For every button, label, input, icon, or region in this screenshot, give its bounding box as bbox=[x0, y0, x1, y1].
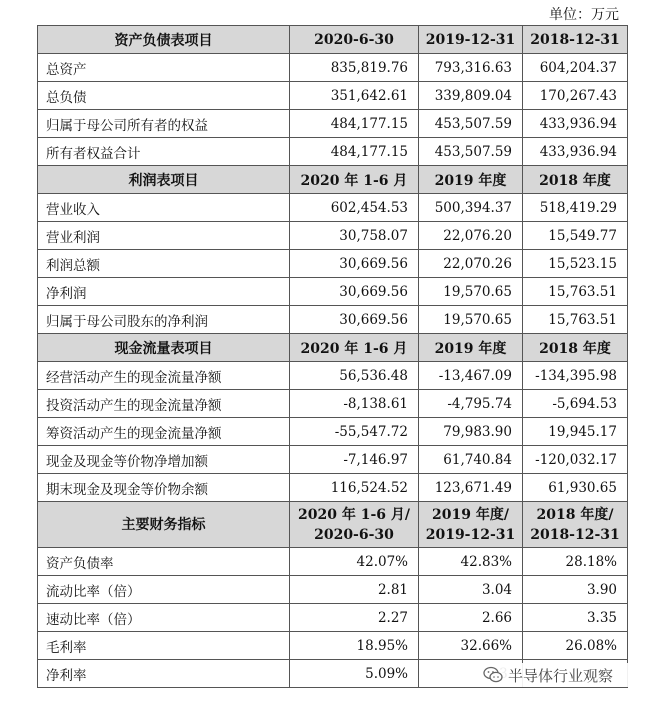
section-title: 现金流量表项目 bbox=[38, 334, 290, 362]
row-label: 期末现金及现金等价物余额 bbox=[38, 474, 290, 502]
value-cell: -134,395.98 bbox=[523, 362, 628, 390]
value-cell: 18.95% bbox=[290, 632, 419, 660]
value-cell: 351,642.61 bbox=[290, 82, 419, 110]
value-cell: 56,536.48 bbox=[290, 362, 419, 390]
table-row bbox=[38, 446, 628, 474]
table-row bbox=[38, 474, 628, 502]
unit-label: 单位：万元 bbox=[549, 7, 619, 23]
table-row bbox=[38, 278, 628, 306]
period-header: 2020 年 1-6 月 bbox=[290, 166, 419, 194]
table-row bbox=[38, 362, 628, 390]
value-cell: 2.27 bbox=[290, 604, 419, 632]
section-header-row bbox=[38, 502, 628, 548]
value-cell: 2.66 bbox=[419, 604, 523, 632]
row-label: 经营活动产生的现金流量净额 bbox=[38, 362, 290, 390]
value-cell: -7,146.97 bbox=[290, 446, 419, 474]
value-cell: 22,076.20 bbox=[419, 222, 523, 250]
value-cell: 61,930.65 bbox=[523, 474, 628, 502]
row-label: 流动比率（倍） bbox=[38, 576, 290, 604]
section-title: 主要财务指标 bbox=[38, 502, 290, 548]
period-header: 2018 年度/ 2018-12-31 bbox=[523, 502, 628, 548]
value-cell: 15,763.51 bbox=[523, 278, 628, 306]
value-cell: 28.18% bbox=[523, 548, 628, 576]
value-cell: 170,267.43 bbox=[523, 82, 628, 110]
period-header: 2018 年度 bbox=[523, 334, 628, 362]
row-label: 总负债 bbox=[38, 82, 290, 110]
value-cell: 339,809.04 bbox=[419, 82, 523, 110]
value-cell: 500,394.37 bbox=[419, 194, 523, 222]
value-cell: 19,945.17 bbox=[523, 418, 628, 446]
value-cell: 835,819.76 bbox=[290, 54, 419, 82]
value-cell: -8,138.61 bbox=[290, 390, 419, 418]
value-cell: 116,524.52 bbox=[290, 474, 419, 502]
table-row bbox=[38, 306, 628, 334]
watermark bbox=[483, 663, 643, 687]
period-header: 2019-12-31 bbox=[419, 26, 523, 54]
value-cell: 602,454.53 bbox=[290, 194, 419, 222]
value-cell: 79,983.90 bbox=[419, 418, 523, 446]
value-cell: 604,204.37 bbox=[523, 54, 628, 82]
value-cell: 15,549.77 bbox=[523, 222, 628, 250]
table-row bbox=[38, 576, 628, 604]
value-cell: 15,523.15 bbox=[523, 250, 628, 278]
row-label: 毛利率 bbox=[38, 632, 290, 660]
table-row bbox=[38, 110, 628, 138]
value-cell: -5,694.53 bbox=[523, 390, 628, 418]
value-cell: 30,669.56 bbox=[290, 250, 419, 278]
period-header: 2020 年 1-6 月 bbox=[290, 334, 419, 362]
section-header-row bbox=[38, 166, 628, 194]
row-label: 速动比率（倍） bbox=[38, 604, 290, 632]
value-cell: 123,671.49 bbox=[419, 474, 523, 502]
period-header: 2020 年 1-6 月/ 2020-6-30 bbox=[290, 502, 419, 548]
watermark-text: 半导体行业观察 bbox=[508, 666, 614, 685]
table-row bbox=[38, 194, 628, 222]
table-row bbox=[38, 138, 628, 166]
value-cell: 22,070.26 bbox=[419, 250, 523, 278]
section-header-row bbox=[38, 334, 628, 362]
table-body bbox=[38, 26, 628, 688]
row-label: 筹资活动产生的现金流量净额 bbox=[38, 418, 290, 446]
table-row bbox=[38, 82, 628, 110]
value-cell: 61,740.84 bbox=[419, 446, 523, 474]
value-cell: 3.04 bbox=[419, 576, 523, 604]
value-cell: 42.07% bbox=[290, 548, 419, 576]
table-row bbox=[38, 418, 628, 446]
row-label: 总资产 bbox=[38, 54, 290, 82]
period-header: 2020-6-30 bbox=[290, 26, 419, 54]
value-cell: 19,570.65 bbox=[419, 306, 523, 334]
financial-summary-table bbox=[37, 25, 628, 688]
period-header: 2019 年度/ 2019-12-31 bbox=[419, 502, 523, 548]
row-label: 归属于母公司股东的净利润 bbox=[38, 306, 290, 334]
table-row bbox=[38, 250, 628, 278]
section-title: 利润表项目 bbox=[38, 166, 290, 194]
value-cell: 433,936.94 bbox=[523, 110, 628, 138]
value-cell: 15,763.51 bbox=[523, 306, 628, 334]
table-row bbox=[38, 604, 628, 632]
value-cell: 484,177.15 bbox=[290, 110, 419, 138]
value-cell: -4,795.74 bbox=[419, 390, 523, 418]
row-label: 现金及现金等价物净增加额 bbox=[38, 446, 290, 474]
period-header: 2018 年度 bbox=[523, 166, 628, 194]
value-cell: -13,467.09 bbox=[419, 362, 523, 390]
value-cell: 518,419.29 bbox=[523, 194, 628, 222]
value-cell: -55,547.72 bbox=[290, 418, 419, 446]
row-label: 所有者权益合计 bbox=[38, 138, 290, 166]
table-row bbox=[38, 548, 628, 576]
value-cell: 793,316.63 bbox=[419, 54, 523, 82]
value-cell: 30,669.56 bbox=[290, 306, 419, 334]
table-row bbox=[38, 222, 628, 250]
row-label: 资产负债率 bbox=[38, 548, 290, 576]
value-cell: 484,177.15 bbox=[290, 138, 419, 166]
section-header-row bbox=[38, 26, 628, 54]
value-cell: 30,669.56 bbox=[290, 278, 419, 306]
period-header: 2018-12-31 bbox=[523, 26, 628, 54]
value-cell: 453,507.59 bbox=[419, 138, 523, 166]
row-label: 营业利润 bbox=[38, 222, 290, 250]
row-label: 利润总额 bbox=[38, 250, 290, 278]
value-cell: 2.81 bbox=[290, 576, 419, 604]
value-cell: 42.83% bbox=[419, 548, 523, 576]
value-cell: 3.90 bbox=[523, 576, 628, 604]
period-header: 2019 年度 bbox=[419, 166, 523, 194]
table-row bbox=[38, 54, 628, 82]
row-label: 归属于母公司所有者的权益 bbox=[38, 110, 290, 138]
row-label: 净利润 bbox=[38, 278, 290, 306]
value-cell: -120,032.17 bbox=[523, 446, 628, 474]
value-cell: 32.66% bbox=[419, 632, 523, 660]
table-row bbox=[38, 390, 628, 418]
wechat-icon bbox=[483, 666, 503, 684]
row-label: 净利率 bbox=[38, 660, 290, 688]
value-cell: 26.08% bbox=[523, 632, 628, 660]
value-cell: 30,758.07 bbox=[290, 222, 419, 250]
row-label: 投资活动产生的现金流量净额 bbox=[38, 390, 290, 418]
value-cell: 19,570.65 bbox=[419, 278, 523, 306]
value-cell: 5.09% bbox=[290, 660, 419, 688]
period-header: 2019 年度 bbox=[419, 334, 523, 362]
section-title: 资产负债表项目 bbox=[38, 26, 290, 54]
value-cell: 453,507.59 bbox=[419, 110, 523, 138]
value-cell: 3.35 bbox=[523, 604, 628, 632]
value-cell: 433,936.94 bbox=[523, 138, 628, 166]
row-label: 营业收入 bbox=[38, 194, 290, 222]
table-row bbox=[38, 632, 628, 660]
